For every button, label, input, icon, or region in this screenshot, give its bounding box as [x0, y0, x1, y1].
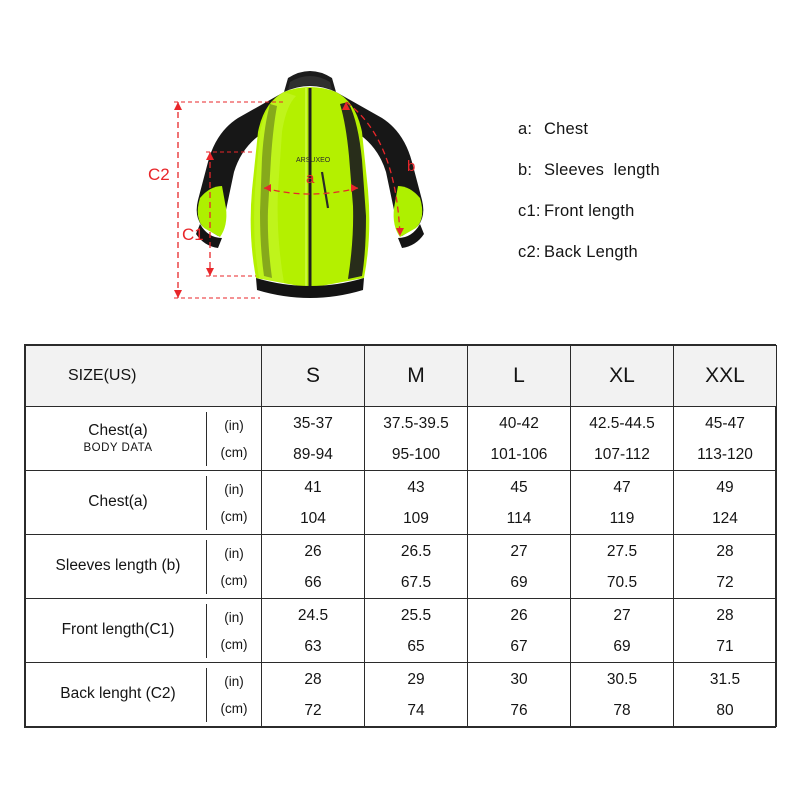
- cell-xxl: [674, 471, 777, 535]
- cell-value-in: 25.5: [400, 606, 432, 624]
- unit-in: (in): [224, 545, 244, 561]
- cell-value-cm: 119: [609, 509, 635, 527]
- cell-value-in: 40-42: [499, 414, 539, 432]
- cell-value-in: 27: [510, 542, 528, 560]
- row-label-sleeves-length: [26, 535, 262, 599]
- cell-value-cm: 66: [304, 573, 322, 591]
- legend-item-c2: [518, 243, 778, 262]
- row-label-chest-body: [26, 407, 262, 471]
- cell-value-in: 37.5-39.5: [383, 414, 449, 432]
- cell-xl: [571, 407, 674, 471]
- cell-value-cm: 74: [407, 701, 425, 719]
- unit-cm: (cm): [220, 572, 248, 588]
- cell-value-in: 45: [510, 478, 528, 496]
- cell-value-in: 28: [716, 606, 734, 624]
- unit-in: (in): [224, 481, 244, 497]
- unit-cm: (cm): [220, 700, 248, 716]
- row-name: Chest(a): [88, 493, 148, 511]
- unit-in: (in): [224, 417, 244, 433]
- cell-value-cm: 65: [407, 637, 425, 655]
- cell-s: [262, 471, 365, 535]
- cell-xxl: [674, 599, 777, 663]
- cell-value-cm: 72: [716, 573, 734, 591]
- header-size-l: L: [468, 346, 571, 407]
- legend-key-c1: c1:: [518, 202, 541, 220]
- cell-value-cm: 72: [304, 701, 322, 719]
- cell-m: [365, 407, 468, 471]
- row-label-front-length: [26, 599, 262, 663]
- header-size-s: S: [262, 346, 365, 407]
- cell-xl: [571, 663, 674, 727]
- cell-value-cm: 76: [510, 701, 528, 719]
- row-label-back-length: [26, 663, 262, 727]
- cell-value-cm: 124: [712, 509, 738, 527]
- cell-xl: [571, 599, 674, 663]
- cell-m: [365, 663, 468, 727]
- cell-m: [365, 471, 468, 535]
- cell-value-cm: 89-94: [293, 445, 333, 463]
- cell-value-in: 31.5: [709, 670, 741, 688]
- row-name: Front length(C1): [61, 621, 175, 639]
- table-row: [26, 535, 777, 599]
- cell-l: [468, 407, 571, 471]
- cell-value-cm: 67: [510, 637, 528, 655]
- cell-value-cm: 71: [716, 637, 734, 655]
- table-row: [26, 407, 777, 471]
- label-c1: C1: [182, 225, 204, 244]
- label-b: b: [407, 158, 416, 175]
- cell-value-in: 24.5: [297, 606, 329, 624]
- cell-s: [262, 407, 365, 471]
- cell-value-in: 35-37: [293, 414, 333, 432]
- cell-value-cm: 114: [506, 509, 532, 527]
- legend-value-b: Sleeves length: [544, 161, 660, 179]
- legend-key-c2: c2:: [518, 243, 541, 261]
- cell-value-in: 26: [510, 606, 528, 624]
- cell-value-in: 26: [304, 542, 322, 560]
- legend-value-a: Chest: [544, 120, 589, 138]
- legend-value-c2: Back Length: [544, 243, 638, 261]
- cell-s: [262, 663, 365, 727]
- cell-xl: [571, 535, 674, 599]
- cell-value-cm: 67.5: [400, 573, 432, 591]
- row-name: Back lenght (C2): [60, 685, 176, 703]
- unit-cm: (cm): [220, 508, 248, 524]
- cell-value-in: 29: [407, 670, 425, 688]
- cell-xl: [571, 471, 674, 535]
- cell-value-in: 27.5: [606, 542, 638, 560]
- legend-value-c1: Front length: [544, 202, 635, 220]
- legend-item-c1: [518, 202, 778, 221]
- legend-key-a: a:: [518, 120, 533, 138]
- legend-item-b: [518, 161, 778, 180]
- cell-m: [365, 535, 468, 599]
- cell-value-cm: 70.5: [606, 573, 638, 591]
- product-measurement-diagram: [0, 0, 800, 340]
- cell-value-in: 30: [510, 670, 528, 688]
- row-name: Sleeves length (b): [55, 557, 181, 575]
- cell-value-in: 27: [613, 606, 631, 624]
- cell-value-in: 47: [613, 478, 631, 496]
- row-name: Chest(a): [88, 421, 148, 439]
- size-chart-table: [24, 344, 776, 728]
- cell-value-in: 28: [304, 670, 322, 688]
- cell-value-in: 49: [716, 478, 734, 496]
- cell-value-cm: 69: [613, 637, 631, 655]
- cell-value-cm: 78: [613, 701, 631, 719]
- cell-xxl: [674, 535, 777, 599]
- cell-value-in: 26.5: [400, 542, 432, 560]
- label-c2: C2: [148, 165, 170, 184]
- svg-text:ARSUXEO: ARSUXEO: [296, 157, 331, 164]
- table-row: [26, 471, 777, 535]
- cell-value-cm: 113-120: [697, 445, 753, 463]
- jacket-illustration: [148, 40, 460, 310]
- cell-value-in: 42.5-44.5: [589, 414, 655, 432]
- cell-value-cm: 95-100: [391, 445, 441, 463]
- cell-xxl: [674, 663, 777, 727]
- cell-value-in: 43: [407, 478, 425, 496]
- unit-in: (in): [224, 609, 244, 625]
- cell-value-cm: 101-106: [490, 445, 548, 463]
- cell-value-in: 45-47: [705, 414, 745, 432]
- cell-l: [468, 471, 571, 535]
- legend-key-b: b:: [518, 161, 533, 179]
- measurement-legend: [518, 120, 778, 284]
- header-size-xl: XL: [571, 346, 674, 407]
- label-a: a: [306, 170, 315, 187]
- unit-in: (in): [224, 673, 244, 689]
- table-row: [26, 663, 777, 727]
- header-size-m: M: [365, 346, 468, 407]
- table-header-row: [26, 346, 777, 407]
- cell-value-in: 28: [716, 542, 734, 560]
- cell-l: [468, 599, 571, 663]
- cell-s: [262, 599, 365, 663]
- legend-item-a: [518, 120, 778, 139]
- cell-value-cm: 109: [403, 509, 429, 527]
- cell-xxl: [674, 407, 777, 471]
- cell-l: [468, 535, 571, 599]
- unit-cm: (cm): [220, 444, 248, 460]
- cell-m: [365, 599, 468, 663]
- cell-s: [262, 535, 365, 599]
- cell-value-in: 30.5: [606, 670, 638, 688]
- cell-value-in: 41: [304, 478, 322, 496]
- table-row: [26, 599, 777, 663]
- unit-cm: (cm): [220, 636, 248, 652]
- cell-value-cm: 69: [510, 573, 528, 591]
- cell-l: [468, 663, 571, 727]
- header-size-xxl: XXL: [674, 346, 777, 407]
- cell-value-cm: 80: [716, 701, 734, 719]
- cell-value-cm: 104: [300, 509, 326, 527]
- cell-value-cm: 107-112: [594, 445, 650, 463]
- header-size-label: SIZE(US): [26, 346, 262, 407]
- cell-value-cm: 63: [304, 637, 322, 655]
- row-label-chest: [26, 471, 262, 535]
- row-subname: BODY DATA: [83, 442, 153, 455]
